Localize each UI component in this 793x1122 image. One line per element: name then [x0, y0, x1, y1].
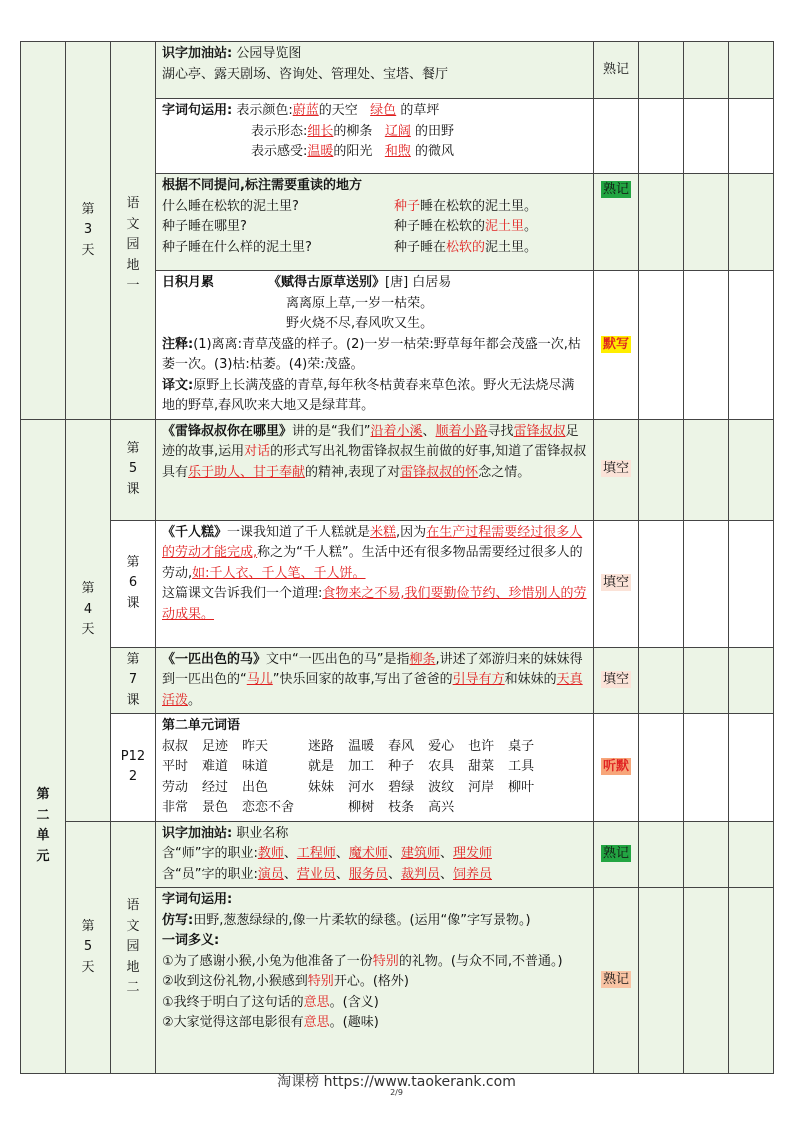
row-stress-reading: 根据不同提问,标注需要重读的地方 什么睡在松软的泥土里? 种子睡在松软的泥土里。 种子睡在哪里? 种子睡在松软的泥土里。 种子睡在什么样的泥土里? 种子睡在松软的泥土里。: [156, 174, 594, 271]
check-cell: [639, 419, 684, 520]
separator: 、: [387, 846, 401, 861]
unit-1-tail-cell: [21, 42, 66, 420]
req-r3: 熟记: [594, 174, 639, 271]
separator: 、: [283, 846, 297, 861]
vocab-word: 河水: [348, 779, 375, 795]
check-cell: [684, 520, 729, 647]
check-cell: [729, 821, 774, 888]
check-cell: [639, 42, 684, 99]
day-3-label: 第 3 天: [66, 42, 111, 420]
check-cell: [729, 888, 774, 1074]
lesson-5: 第 5 课: [111, 419, 156, 520]
vocab-word: 也许: [468, 738, 495, 754]
row-ziciju-2: 字词句运用: 仿写:田野,葱葱绿绿的,像一片柔软的绿毯。(运用“像”字写景物。) 一词多义: ①为了感谢小猴,小兔为他准备了一份特别的礼物。(与众不同,不普通。) ②收到这份礼物,小猴感到特别开心。(格外) ①我终于明白了这句话的意思。(含义) ②大家觉得这部电影很有意思。(趣味): [156, 888, 594, 1074]
vocab-word: 桌子: [508, 738, 535, 754]
vocab-word: 经过: [202, 779, 229, 795]
job-name: 服务员: [348, 866, 388, 882]
vocab-word: 非常: [162, 800, 189, 815]
req-r6: 填空: [594, 520, 639, 647]
check-cell: [684, 714, 729, 822]
separator: 、: [335, 846, 349, 861]
job-name: 饲养员: [452, 866, 492, 882]
lesson-6: 第 6 课: [111, 520, 156, 647]
vocab-word: 柳树: [348, 800, 375, 815]
row-lesson-7: 《一匹出色的马》文中“一匹出色的马”是指柳条,讲述了郊游归来的妹妹得到一匹出色的“马儿”快乐回家的故事,写出了爸爸的引导有方和妹妹的天真活泼。: [156, 647, 594, 714]
vocab-word: 味道: [242, 759, 269, 774]
req-r2: [594, 99, 639, 174]
check-cell: [684, 821, 729, 888]
check-cell: [729, 42, 774, 99]
check-cell: [684, 647, 729, 714]
row-lesson-6: 《千人糕》一课我知道了千人糕就是米糕,因为在生产过程需要经过很多人的劳动才能完成,称之为“千人糕”。生活中还有很多物品需要经过很多人的劳动,如:千人衣、千人笔、千人饼。 这篇课文告诉我们一个道理:食物来之不易,我们要勤俭节约、珍惜别人的劳动成果。: [156, 520, 594, 647]
check-cell: [639, 174, 684, 271]
vocab-word: 碧绿: [388, 779, 415, 795]
req-r8: 听默: [594, 714, 639, 822]
separator: 、: [439, 866, 453, 882]
req-r4: 默写: [594, 271, 639, 420]
vocab-word: 爱心: [428, 738, 455, 754]
separator: 、: [283, 866, 297, 882]
vocab-word: 景色: [202, 800, 229, 815]
vocab-word: 难道: [202, 759, 229, 774]
check-cell: [729, 647, 774, 714]
separator: 、: [387, 866, 401, 882]
req-r10: 熟记: [594, 888, 639, 1074]
vocab-word: 枝条: [388, 800, 415, 815]
separator: 、: [439, 846, 453, 861]
check-cell: [639, 271, 684, 420]
check-cell: [729, 520, 774, 647]
job-name: 教师: [257, 846, 284, 861]
lesson-yuwen-yuandi-1: 语 文 园 地 一: [111, 42, 156, 420]
vocab-word: 农具: [428, 759, 455, 774]
row-ziciju-1: 字词句运用: 表示颜色:蔚蓝的天空 绿色 的草坪 表示形态:细长的柳条 辽阔 的田野 表示感受:温暖的阳光 和煦 的微风: [156, 99, 594, 174]
lesson-p122: P12 2: [111, 714, 156, 822]
job-name: 营业员: [296, 866, 336, 882]
check-cell: [639, 647, 684, 714]
req-r1: 熟记: [594, 42, 639, 99]
separator: 、: [335, 866, 349, 882]
vocab-word: 妹妹: [308, 779, 335, 795]
check-cell: [684, 42, 729, 99]
row-riji-yuelei: 日积月累 《赋得古原草送别》[唐] 白居易 离离原上草,一岁一枯荣。 野火烧不尽,春风吹又生。 注释:(1)离离:青草茂盛的样子。(2)一岁一枯荣:野草每年都会茂盛一次,枯萎一次。(3)枯:枯萎。(4)荣:茂盛。 译文:原野上长满茂盛的青草,每年秋冬枯黄春来草色浓。野火无法烧尽满地的野草,春风吹来大地又是绿茸茸。: [156, 271, 594, 420]
vocab-word: 出色: [242, 779, 269, 795]
lesson-7: 第 7 课: [111, 647, 156, 714]
vocab-word: [308, 798, 334, 819]
vocab-word: 柳叶: [508, 779, 535, 795]
job-name: 魔术师: [348, 846, 388, 861]
req-r7: 填空: [594, 647, 639, 714]
job-name: 演员: [257, 866, 284, 882]
check-cell: [639, 520, 684, 647]
job-name: 建筑师: [400, 846, 440, 861]
job-name: 理发师: [452, 846, 492, 861]
check-cell: [684, 888, 729, 1074]
lesson-yuwen-yuandi-2: 语 文 园 地 二: [111, 821, 156, 1074]
check-cell: [684, 419, 729, 520]
study-plan-table: [20, 41, 774, 1074]
check-cell: [639, 821, 684, 888]
unit-2-label: 第 二 单 元: [21, 419, 66, 1074]
footer-watermark[interactable]: 淘课榜 https://www.taokerank.com: [277, 1074, 516, 1090]
req-r9: 熟记: [594, 821, 639, 888]
vocab-word: 叔叔: [162, 738, 189, 754]
check-cell: [729, 419, 774, 520]
check-cell: [729, 271, 774, 420]
vocab-word: 劳动: [162, 779, 189, 795]
vocab-word: 高兴: [428, 800, 455, 815]
check-cell: [684, 99, 729, 174]
check-cell: [639, 99, 684, 174]
check-cell: [639, 714, 684, 822]
vocab-word: 就是: [308, 759, 335, 774]
vocab-word: 昨天: [242, 738, 269, 754]
day-5-label: 第 5 天: [66, 821, 111, 1074]
word-grid: [162, 737, 587, 819]
vocab-word: 工具: [508, 759, 535, 774]
check-cell: [684, 271, 729, 420]
row-lesson-5: 《雷锋叔叔你在哪里》讲的是“我们”沿着小溪、顺着小路寻找雷锋叔叔足迹的故事,运用对话的形式写出礼物雷锋叔叔生前做的好事,知道了雷锋叔叔具有乐于助人、甘于奉献的精神,表现了对雷锋叔叔的怀念之情。: [156, 419, 594, 520]
check-cell: [639, 888, 684, 1074]
row-shizi-park: 识字加油站: 公园导览图 湖心亭、露天剧场、咨询处、管理处、宝塔、餐厅: [156, 42, 594, 99]
vocab-word: 恋恋不舍: [242, 800, 295, 815]
req-r5: 填空: [594, 419, 639, 520]
vocab-word: 足迹: [202, 738, 229, 754]
vocab-word: [468, 798, 494, 819]
vocab-word: 加工: [348, 759, 375, 774]
row-unit-words: 第二单元词语 叔叔 足迹 昨天 迷路 温暖 春风 爱心 也许 桌子 平时 难道 味道 就是 加工 种子 农具 甜菜 工具 劳动 经过 出色 妹妹 河水 碧绿 波纹 河岸 柳叶 非常 景色 恋恋不舍 柳树 枝条 高兴: [156, 714, 594, 822]
day-4-label: 第 4 天: [66, 419, 111, 821]
check-cell: [729, 714, 774, 822]
vocab-word: 河岸: [468, 779, 495, 795]
job-name: 工程师: [296, 846, 336, 861]
job-name: 裁判员: [400, 866, 440, 882]
row-shizi-jobs: 识字加油站: 职业名称 含“师”字的职业:教师、工程师、魔术师、建筑师、理发师 含“员”字的职业:演员、营业员、服务员、裁判员、饲养员: [156, 821, 594, 888]
check-cell: [729, 174, 774, 271]
vocab-word: 春风: [388, 738, 415, 754]
check-cell: [729, 99, 774, 174]
page-number: 2/9: [390, 1088, 403, 1097]
vocab-word: 波纹: [428, 779, 455, 795]
check-cell: [684, 174, 729, 271]
vocab-word: 种子: [388, 759, 415, 774]
vocab-word: 温暖: [348, 738, 375, 754]
vocab-word: 甜菜: [468, 759, 495, 774]
vocab-word: 平时: [162, 759, 189, 774]
vocab-word: 迷路: [308, 738, 335, 754]
